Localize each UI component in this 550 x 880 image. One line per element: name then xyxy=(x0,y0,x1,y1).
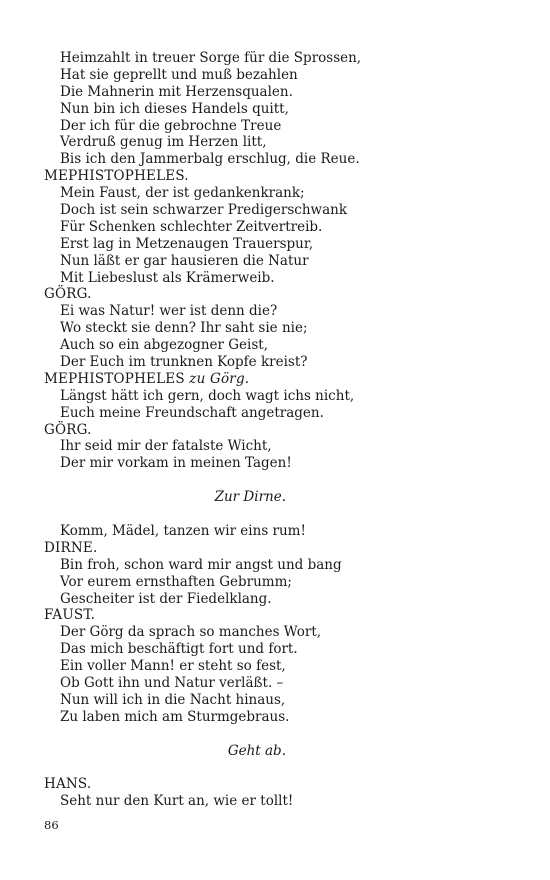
play-text xyxy=(44,50,514,810)
verse-line: Ein voller Mann! er steht so fest, xyxy=(60,658,286,675)
verse-line: Die Mahnerin mit Herzensqualen. xyxy=(60,83,293,100)
speaker-name: DIRNE. xyxy=(44,539,98,556)
stage-direction: zu Görg. xyxy=(189,370,250,387)
verse-line: Seht nur den Kurt an, wie er tollt! xyxy=(60,793,294,810)
verse-line: Vor eurem ernsthaften Gebrumm; xyxy=(60,573,292,590)
blank-line xyxy=(44,759,514,776)
verse-line: Bis ich den Jammerbalg erschlug, die Reue. xyxy=(60,151,360,168)
verse-line: Der Görg da sprach so manches Wort, xyxy=(60,624,322,641)
verse-line: Zu laben mich am Sturmgebraus. xyxy=(60,708,290,725)
verse-line: Bin froh, schon ward mir angst und bang xyxy=(60,556,342,573)
speaker-with-direction xyxy=(44,371,514,388)
verse-line: Komm, Mädel, tanzen wir eins rum! xyxy=(60,522,306,539)
verse-line: Auch so ein abgezogner Geist, xyxy=(60,337,268,354)
verse-line: Wo steckt sie denn? Ihr saht sie nie; xyxy=(60,320,308,337)
verse-line: Nun läßt er gar hausieren die Natur xyxy=(60,252,309,269)
verse-line: Mit Liebeslust als Krämerweib. xyxy=(60,269,275,286)
speaker-name: MEPHISTOPHELES xyxy=(44,370,185,387)
verse-line: Verdruß genug im Herzen litt, xyxy=(60,134,267,151)
speaker-name: MEPHISTOPHELES. xyxy=(44,168,189,185)
speaker-name: GÖRG. xyxy=(44,286,92,303)
stage-direction: Geht ab. xyxy=(227,742,286,759)
verse-line: Längst hätt ich gern, doch wagt ichs nicht, xyxy=(60,387,355,404)
speaker-name: GÖRG. xyxy=(44,421,92,438)
verse-line: Heimzahlt in treuer Sorge für die Sprossen, xyxy=(60,50,362,66)
verse-line: Nun will ich in die Nacht hinaus, xyxy=(60,691,286,708)
speaker-name: FAUST. xyxy=(44,607,96,624)
verse-line: Mein Faust, der ist gedankenkrank; xyxy=(60,185,305,202)
verse-line: Hat sie geprellt und muß bezahlen xyxy=(60,66,298,83)
blank-line xyxy=(44,472,514,489)
verse-line: Der Euch im trunknen Kopfe kreist? xyxy=(60,354,308,371)
verse-line: Erst lag in Metzenaugen Trauerspur, xyxy=(60,235,314,252)
blank-line xyxy=(44,726,514,743)
verse-line: Nun bin ich dieses Handels quitt, xyxy=(60,100,289,117)
stage-direction: Zur Dirne. xyxy=(214,489,286,506)
verse-line: Der ich für die gebrochne Treue xyxy=(60,117,282,134)
verse-line: Das mich beschäftigt fort und fort. xyxy=(60,641,298,658)
verse-line: Ei was Natur! wer ist denn die? xyxy=(60,303,278,320)
verse-line: Ob Gott ihn und Natur verläßt. – xyxy=(60,674,284,691)
blank-line xyxy=(44,506,514,523)
verse-line: Für Schenken schlechter Zeitvertreib. xyxy=(60,218,323,235)
verse-line: Ihr seid mir der fatalste Wicht, xyxy=(60,438,272,455)
verse-line: Doch ist sein schwarzer Predigerschwank xyxy=(60,202,348,219)
verse-line: Euch meine Freundschaft angetragen. xyxy=(60,404,324,421)
speaker-name: HANS. xyxy=(44,776,92,793)
verse-line: Der mir vorkam in meinen Tagen! xyxy=(60,455,292,472)
page-number: 86 xyxy=(44,818,59,832)
verse-line: Gescheiter ist der Fiedelklang. xyxy=(60,590,272,607)
